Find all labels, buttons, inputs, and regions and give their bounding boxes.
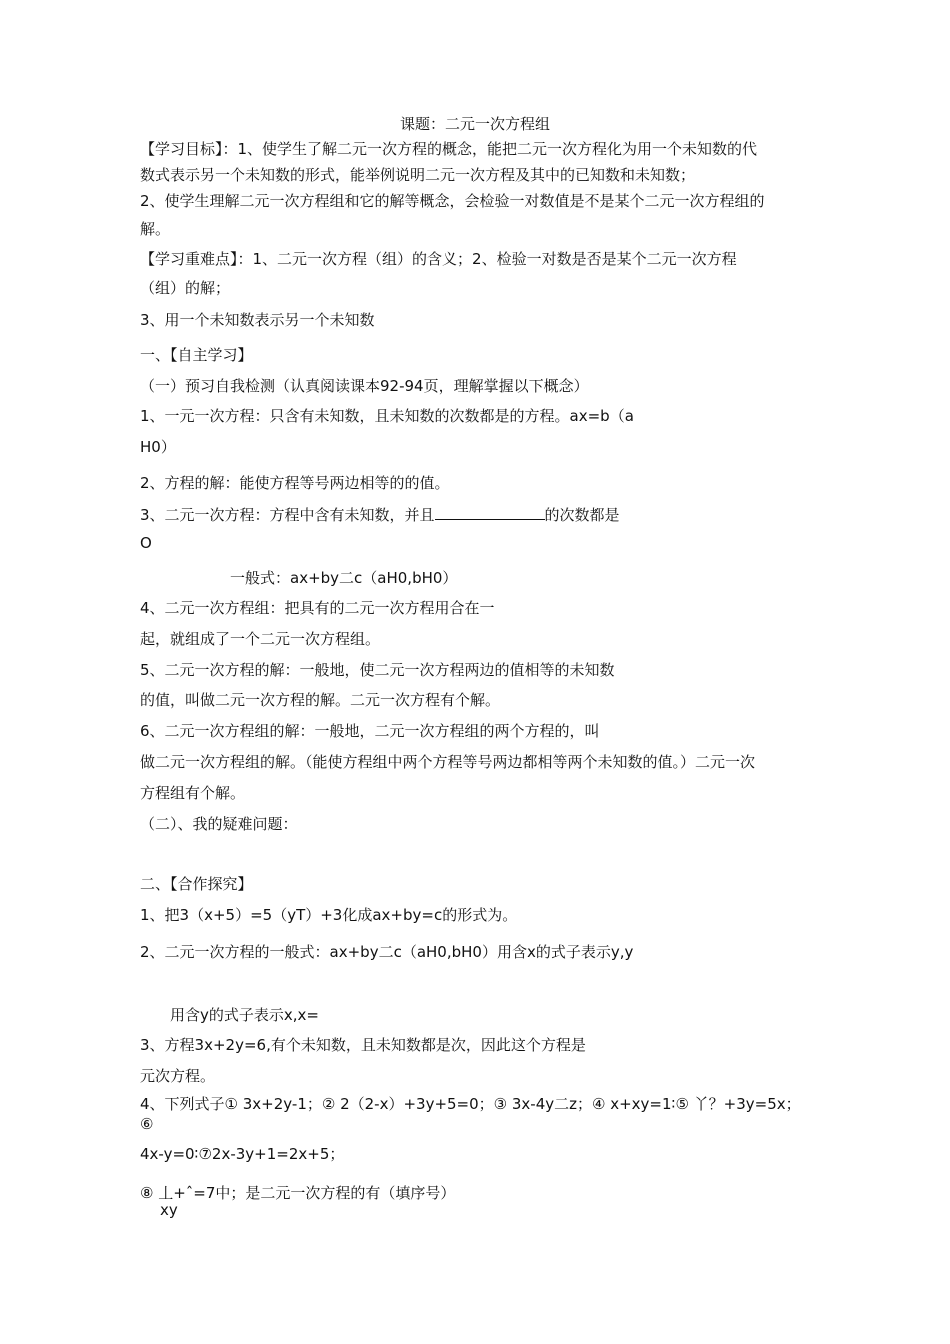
item-6-line-2: 做二元一次方程组的解。（能使方程组中两个方程等号两边都相等两个未知数的值。）二元一次 (140, 753, 756, 771)
key-points-line-2: （组）的解； (140, 279, 231, 297)
key-points-line-3: 3、用一个未知数表示另一个未知数 (140, 311, 375, 329)
general-form-line: 一般式：ax+by二c（aH0,bH0） (230, 569, 458, 587)
item-1-line-2: H0） (140, 438, 176, 456)
coop-item-2-line-1: 2、二元一次方程的一般式：ax+by二c（aH0,bH0）用含x的式子表示y,y (140, 943, 634, 961)
item-6-line-1: 6、二元一次方程组的解：一般地，二元一次方程组的两个方程的，叫 (140, 722, 600, 740)
objectives-line-3: 2、使学生理解二元一次方程组和它的解等概念，会检验一对数值是不是某个二元一次方程组的 (140, 192, 765, 210)
coop-item-4-line-1: 4、下列式子① 3x+2y-1；② 2（2-x）+3y+5=0；③ 3x-4y二z；④ x+xy=1∶⑤ 丫？+3y=5x； (140, 1095, 801, 1113)
item-3-text-before-blank: 3、二元一次方程：方程中含有未知数，并且 (140, 506, 435, 524)
item-3-line-1 (140, 503, 620, 525)
item-3-text-after-blank: 的次数都是 (544, 506, 620, 524)
objectives-line-4: 解。 (140, 220, 171, 238)
section-cooperation-heading: 二、【合作探究】 (140, 875, 253, 893)
document-title: 课题：二元一次方程组 (399, 115, 550, 133)
key-points-line-1: 【学习重难点】：1、二元一次方程（组）的含义；2、检验一对数是否是某个二元一次方程 (140, 250, 737, 268)
objectives-line-1: 【学习目标】：1、使学生了解二元一次方程的概念，能把二元一次方程化为用一个未知数的代 (140, 140, 758, 158)
item-2-line: 2、方程的解：能使方程等号两边相等的的值。 (140, 474, 450, 492)
item-1-line-1: 1、一元一次方程：只含有未知数，且未知数的次数都是的方程。ax=b（a (140, 407, 634, 425)
coop-item-4-line-2: ⑥ (140, 1115, 154, 1133)
fill-in-blank[interactable] (435, 503, 545, 520)
coop-item-4-line-4: ⑧ 丄+ˆ=7中；是二元一次方程的有（填序号） (140, 1184, 456, 1202)
coop-item-3-line-2: 元次方程。 (140, 1067, 216, 1085)
item-5-line-1: 5、二元一次方程的解：一般地，使二元一次方程两边的值相等的未知数 (140, 661, 615, 679)
item-4-line-2: 起，就组成了一个二元一次方程组。 (140, 630, 381, 648)
item-6-line-3: 方程组有个解。 (140, 784, 246, 802)
fraction-denominators: xy (160, 1201, 178, 1219)
coop-item-2-line-2: 用含y的式子表示x,x= (170, 1006, 319, 1024)
coop-item-4-line-3: 4x-y=0∶⑦2x-3y+1=2x+5； (140, 1145, 345, 1163)
preview-check-heading: （一）预习自我检测（认真阅读课本92-94页，理解掌握以下概念） (140, 377, 589, 395)
objectives-line-2: 数式表示另一个未知数的形式，能举例说明二元一次方程及其中的已知数和未知数； (140, 166, 696, 184)
coop-item-3-line-1: 3、方程3x+2y=6,有个未知数，且未知数都是次，因此这个方程是 (140, 1036, 586, 1054)
item-5-line-2: 的值，叫做二元一次方程的解。二元一次方程有个解。 (140, 691, 501, 709)
coop-item-1: 1、把3（x+5）=5（yT）+3化成ax+by=c的形式为。 (140, 906, 518, 924)
item-3-line-2: O (140, 534, 152, 552)
questions-heading: （二）、我的疑难问题： (140, 815, 298, 833)
item-4-line-1: 4、二元一次方程组：把具有的二元一次方程用合在一 (140, 599, 495, 617)
section-self-study-heading: 一、【自主学习】 (140, 346, 253, 364)
